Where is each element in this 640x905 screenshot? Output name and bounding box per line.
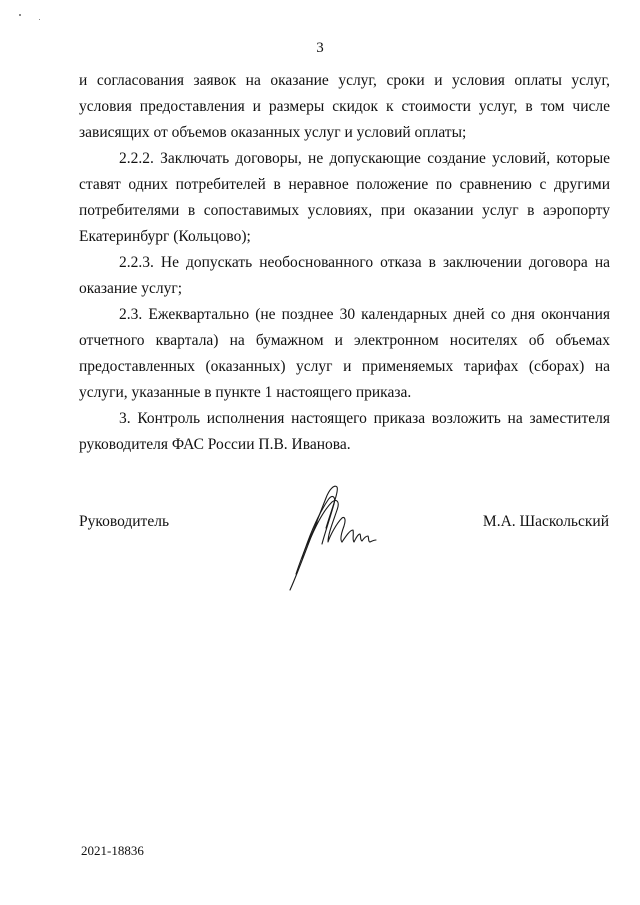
page-number: 3 (316, 40, 324, 56)
paragraph-continuation: и согласования заявок на оказание услуг, сроки и условия оплаты услуг, условия предоставления и размеры скидок к стоимости услуг, в том числе зависящих от объемов оказанных услуг и условий оплаты; (79, 72, 610, 141)
signer-name: М.А. Шаскольский (482, 513, 609, 530)
scan-speck (19, 14, 21, 16)
paragraph-3: 3. Контроль исполнения настоящего приказа возложить на заместителя руководителя ФАС России П.В. Иванова. (79, 410, 610, 453)
scan-speck (39, 19, 40, 20)
signer-title: Руководитель (79, 513, 170, 530)
document-body (79, 68, 610, 458)
handwritten-signature (282, 478, 378, 598)
paragraph-2-2-2: 2.2.2. Заключать договоры, не допускающие создание условий, которые ставят одних потребителей в неравное положение по сравнению с другими потребителями в сопоставимых условиях, при оказании услуг в аэропорту Екатеринбург (Кольцово); (79, 150, 610, 245)
document-number: 2021-18836 (81, 843, 144, 858)
paragraph-2-3: 2.3. Ежеквартально (не позднее 30 календарных дней со дня окончания отчетного квартала) на бумажном и электронном носителях об объемах предоставленных (оказанных) услуг и применяемых тарифах (сборах) на услуги, указанные в пункте 1 настоящего приказа. (79, 306, 610, 401)
paragraph-2-2-3: 2.2.3. Не допускать необоснованного отказа в заключении договора на оказание услуг; (79, 254, 610, 297)
